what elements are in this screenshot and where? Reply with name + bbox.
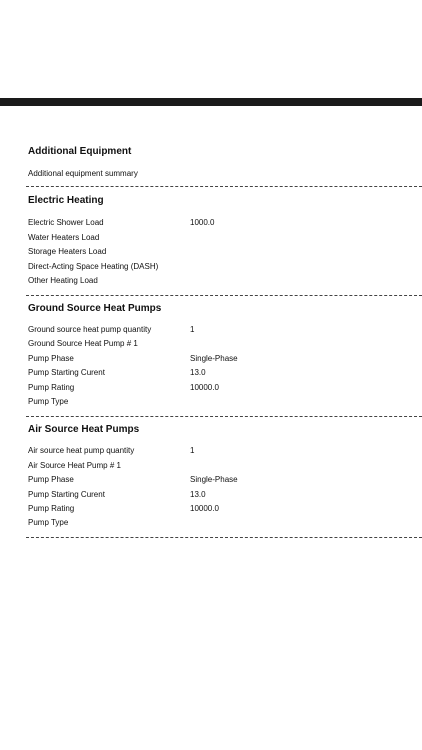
table-row [28,517,408,529]
divider [26,416,422,417]
row-label: Ground source heat pump quantity [28,325,152,334]
row-value: Single-Phase [190,475,238,484]
row-label: Pump Phase [28,475,74,484]
table-row [28,246,408,258]
table-row [28,217,408,229]
section-title-air-source: Air Source Heat Pumps [28,424,140,435]
row-value: 1 [190,446,195,455]
divider [26,186,422,187]
row-label: Pump Type [28,518,69,527]
row-label: Pump Phase [28,354,74,363]
row-value: 13.0 [190,368,206,377]
row-label: Air source heat pump quantity [28,446,135,455]
table-row [28,353,408,365]
row-label: Water Heaters Load [28,233,100,242]
summary-text: Additional equipment summary [28,169,138,178]
table-row [28,445,408,457]
row-label: Pump Type [28,397,69,406]
row-label: Pump Rating [28,383,75,392]
row-label: Ground Source Heat Pump # 1 [28,339,138,348]
page-title: Additional Equipment [28,146,132,157]
divider [26,537,422,538]
row-label: Air Source Heat Pump # 1 [28,461,121,470]
row-value: 10000.0 [190,383,219,392]
table-row [28,382,408,394]
row-label: Other Heating Load [28,276,98,285]
table-row [28,338,408,350]
table-row [28,324,408,336]
row-value: 1000.0 [190,218,215,227]
table-row [28,396,408,408]
table-row [28,503,408,515]
header-bar [0,98,422,106]
section-title-ground-source: Ground Source Heat Pumps [28,303,162,314]
row-label: Storage Heaters Load [28,247,107,256]
row-label: Electric Shower Load [28,218,104,227]
table-row [28,460,408,472]
table-row [28,261,408,273]
row-value: 10000.0 [190,504,219,513]
row-value: 13.0 [190,490,206,499]
row-label: Pump Starting Curent [28,368,105,377]
row-label: Direct-Acting Space Heating (DASH) [28,262,159,271]
row-value: Single-Phase [190,354,238,363]
row-label: Pump Starting Curent [28,490,105,499]
table-row [28,275,408,287]
section-title-electric-heating: Electric Heating [28,195,104,206]
row-label: Pump Rating [28,504,75,513]
table-row [28,232,408,244]
row-value: 1 [190,325,195,334]
table-row [28,474,408,486]
table-row [28,367,408,379]
divider [26,295,422,296]
table-row [28,489,408,501]
